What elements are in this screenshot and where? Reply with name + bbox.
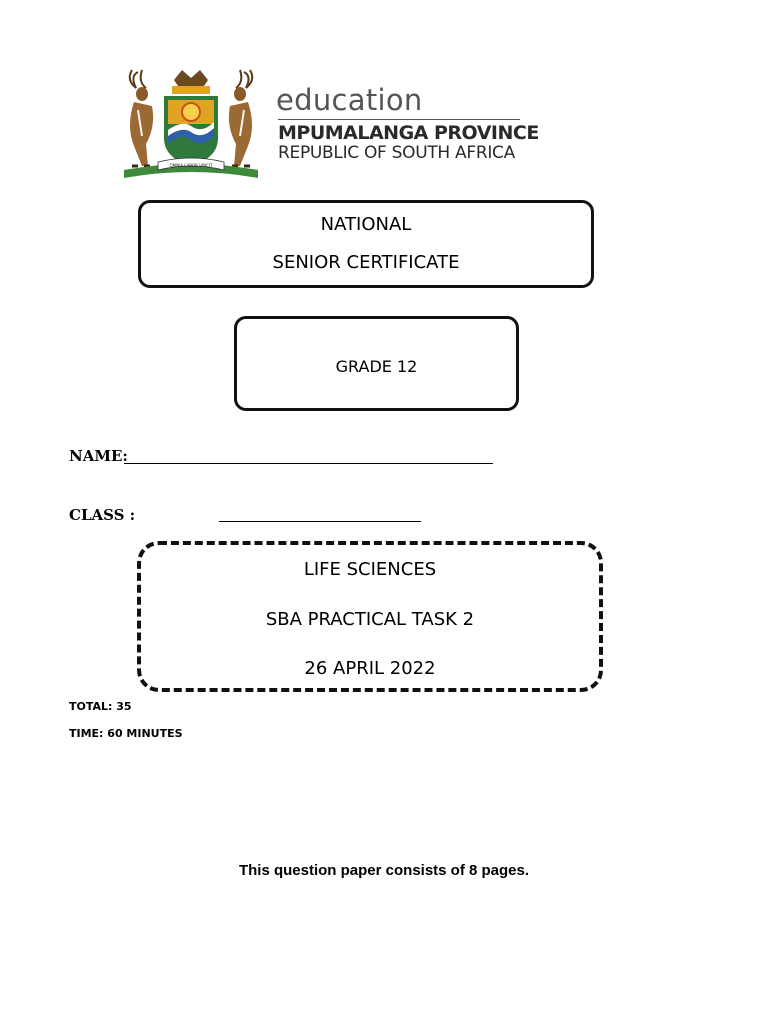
name-field-line[interactable] [124, 463, 493, 464]
name-field-label: NAME: [69, 447, 128, 465]
logo-education-word: education [276, 83, 423, 117]
coat-of-arms-logo [112, 66, 270, 182]
svg-text:OMNIA LABOR VINCIT: OMNIA LABOR VINCIT [169, 163, 213, 168]
crest-icon [172, 70, 210, 94]
logo-province-name: MPUMALANGA PROVINCE [278, 122, 539, 144]
subject-box [137, 541, 603, 692]
shield-icon [164, 96, 218, 166]
class-field-label: CLASS : [69, 506, 136, 524]
page-count-note: This question paper consists of 8 pages. [238, 862, 530, 879]
logo-country-name: REPUBLIC OF SOUTH AFRICA [278, 143, 515, 163]
certificate-title-line2: SENIOR CERTIFICATE [272, 252, 460, 273]
certificate-title-line1: NATIONAL [320, 214, 412, 235]
total-marks: TOTAL: 35 [69, 700, 132, 713]
grade-box [234, 316, 519, 411]
right-kudu-icon [229, 70, 252, 166]
logo-divider [278, 119, 520, 120]
task-name: SBA PRACTICAL TASK 2 [265, 609, 475, 630]
exam-date: 26 APRIL 2022 [304, 658, 436, 679]
grade-label: GRADE 12 [335, 357, 418, 376]
time-allowed: TIME: 60 MINUTES [69, 727, 183, 740]
subject-name: LIFE SCIENCES [303, 559, 437, 580]
class-field-line[interactable] [219, 521, 421, 522]
left-kudu-icon [130, 70, 153, 166]
certificate-title-box [138, 200, 594, 288]
